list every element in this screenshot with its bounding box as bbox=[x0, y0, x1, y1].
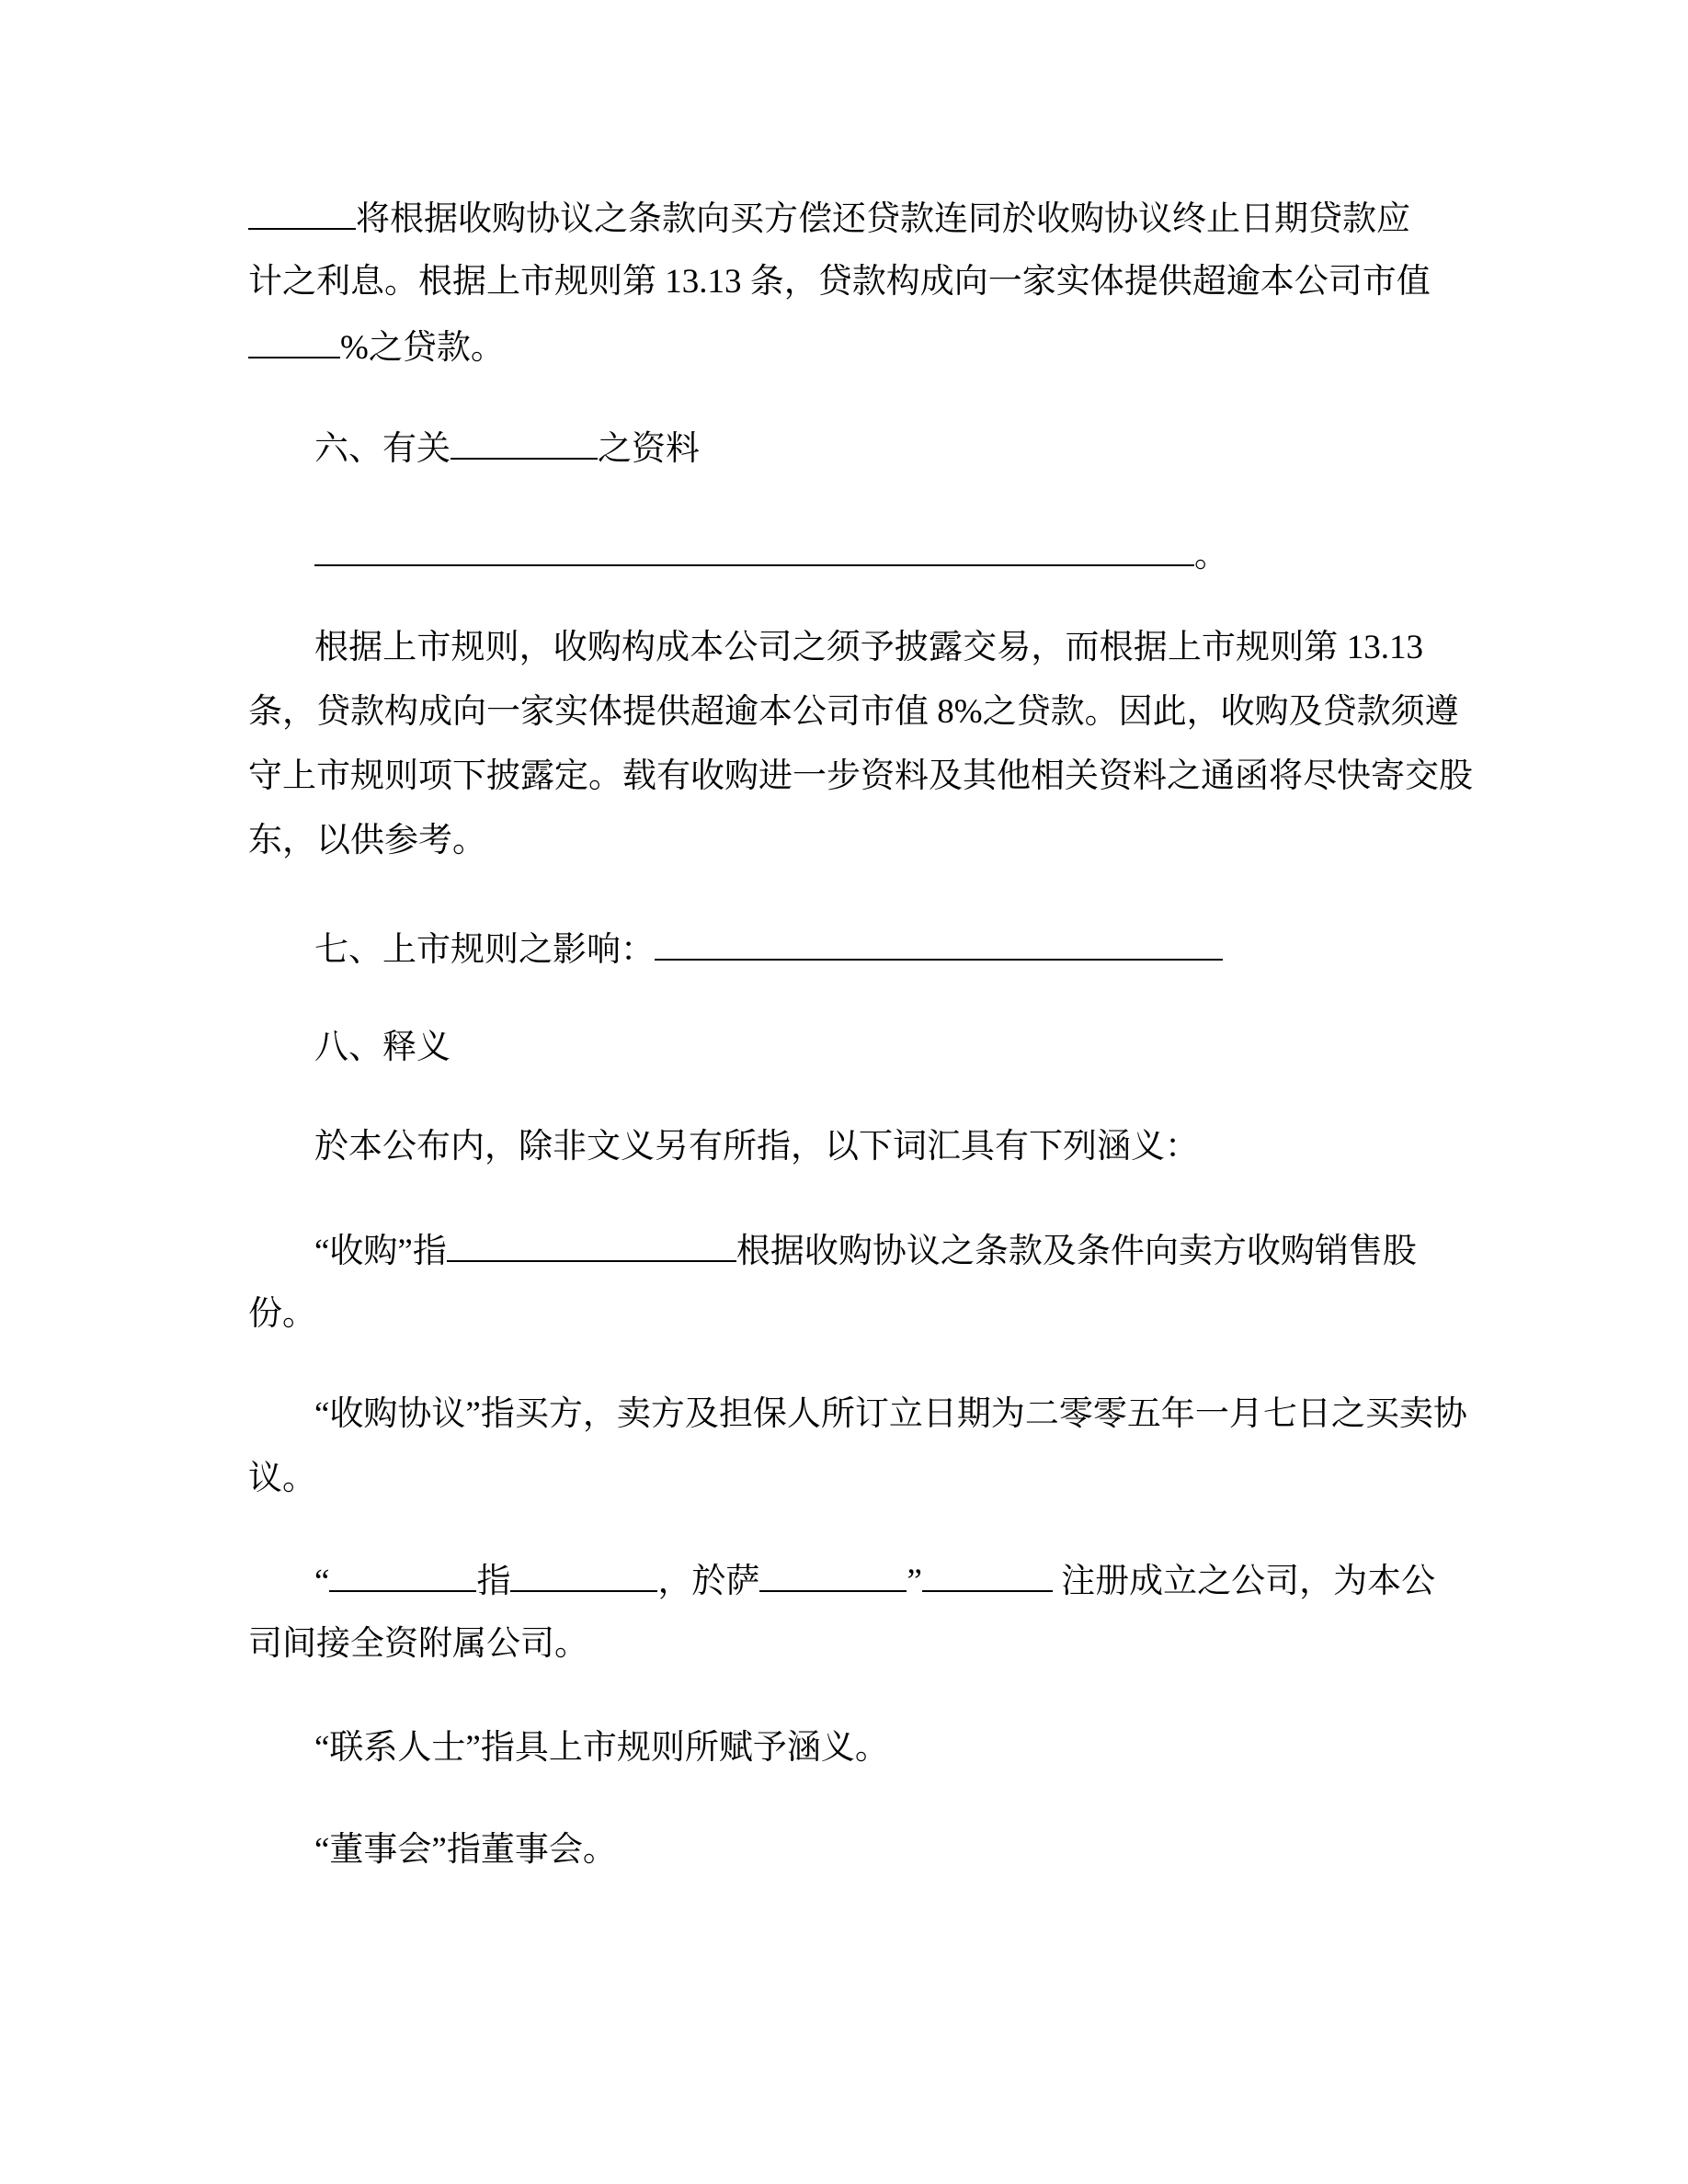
blank-field bbox=[329, 1548, 476, 1592]
blank-field bbox=[759, 1548, 907, 1592]
paragraph-repayment-line-1 bbox=[248, 186, 1423, 250]
text: 指 bbox=[476, 1563, 511, 1600]
definition-agreement: “收购协议”指买方，卖方及担保人所订立日期为二零零五年一月七日之买卖协 bbox=[314, 1395, 1467, 1433]
blank-field bbox=[248, 314, 340, 358]
definition-acquisition bbox=[314, 1218, 1423, 1282]
section-7-heading bbox=[314, 916, 1423, 981]
paragraph-repayment-line-2: 计之利息。根据上市规则第 13.13 条，贷款构成向一家实体提供超逾本公司市值 bbox=[248, 263, 1431, 301]
text: 根据收购协议之条款及条件向卖方收购销售股 bbox=[736, 1233, 1417, 1270]
paragraph-disclosure-line-3: 守上市规则项下披露定。载有收购进一步资料及其他相关资料之通函将尽快寄交股 bbox=[248, 757, 1473, 795]
text: “收购”指 bbox=[314, 1233, 447, 1270]
section-8-heading: 八、释义 bbox=[314, 1029, 451, 1066]
text: “ bbox=[314, 1563, 330, 1600]
text: 之资料 bbox=[598, 430, 700, 468]
text: %之贷款。 bbox=[340, 329, 505, 367]
paragraph-disclosure-line-4: 东，以供参考。 bbox=[248, 822, 486, 859]
text: ，於萨 bbox=[657, 1563, 760, 1600]
text: 六、有关 bbox=[314, 430, 451, 468]
blank-field bbox=[451, 415, 598, 460]
blank-field bbox=[314, 522, 1194, 566]
definition-board: “董事会”指董事会。 bbox=[314, 1831, 617, 1869]
section-6-heading bbox=[314, 415, 1423, 480]
text: ” bbox=[907, 1563, 922, 1600]
definition-connected-persons: “联系人士”指具上市规则所赋予涵义。 bbox=[314, 1729, 889, 1767]
definition-agreement-line-2: 议。 bbox=[248, 1460, 316, 1497]
paragraph-disclosure-line-2: 条，贷款构成向一家实体提供超逾本公司市值 8%之贷款。因此，收购及贷款须遵 bbox=[248, 693, 1459, 731]
paragraph-disclosure-line-1: 根据上市规则，收购构成本公司之须予披露交易，而根据上市规则第 13.13 bbox=[314, 629, 1423, 666]
definition-acquisition-line-2: 份。 bbox=[248, 1295, 316, 1333]
blank-field bbox=[922, 1548, 1053, 1592]
section-6-body bbox=[314, 522, 1423, 586]
paragraph-repayment-line-3 bbox=[248, 314, 1423, 379]
definition-subsidiary bbox=[314, 1548, 1436, 1612]
definition-subsidiary-line-2: 司间接全资附属公司。 bbox=[248, 1625, 588, 1663]
blank-field bbox=[510, 1548, 657, 1592]
blank-field bbox=[655, 916, 1223, 961]
text: 注册成立之公司，为本公 bbox=[1061, 1563, 1436, 1600]
blank-field bbox=[248, 186, 356, 230]
blank-field bbox=[447, 1218, 736, 1262]
text: 七、上市规则之影响： bbox=[314, 931, 655, 969]
text: 。 bbox=[1194, 537, 1228, 574]
text: 将根据收购协议之条款向买方偿还贷款连同於收购协议终止日期贷款应 bbox=[356, 200, 1410, 238]
definitions-intro: 於本公布内，除非文义另有所指，以下词汇具有下列涵义： bbox=[314, 1128, 1199, 1166]
